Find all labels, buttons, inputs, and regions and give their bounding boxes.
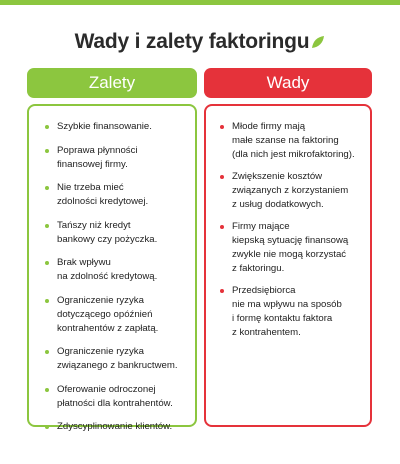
bullet-icon: [45, 224, 49, 228]
list-item: Tańszy niż kredyt bankowy czy pożyczka.: [45, 219, 193, 247]
page-title: [75, 30, 326, 54]
page-title-text: Wady i zalety faktoringu: [74, 30, 310, 53]
bullet-icon: [45, 125, 49, 129]
pros-header: [27, 68, 197, 98]
bullet-icon: [45, 261, 49, 265]
bullet-icon: [45, 350, 49, 354]
list-item: Ograniczenie ryzyka dotyczącego opóźnień kontrahentów z zapłatą.: [45, 294, 193, 336]
bullet-icon: [220, 125, 224, 129]
list-item: Oferowanie odroczonej płatności dla kontrahentów.: [45, 383, 193, 411]
list-item: Młode firmy mają małe szanse na faktoring (dla nich jest mikrofaktoring).: [220, 120, 370, 162]
list-item: Zdyscyplinowanie klientów.: [45, 420, 193, 434]
pros-header-label: Zalety: [88, 73, 136, 92]
bullet-icon: [45, 186, 49, 190]
list-item: Zwiększenie kosztów związanych z korzystaniem z usług dodatkowych.: [220, 170, 370, 212]
top-accent-bar: [0, 0, 400, 5]
list-item: Ograniczenie ryzyka związanego z bankructwem.: [45, 345, 193, 373]
bullet-icon: [45, 425, 49, 429]
cons-list: [220, 120, 370, 348]
bullet-icon: [45, 388, 49, 392]
list-item: Poprawa płynności finansowej firmy.: [45, 144, 193, 172]
list-item: Szybkie finansowanie.: [45, 120, 193, 134]
bullet-icon: [220, 289, 224, 293]
list-item: Firmy mające kiepską sytuację finansową zwykle nie mogą korzystać z faktoringu.: [220, 220, 370, 276]
list-item: Brak wpływu na zdolność kredytową.: [45, 256, 193, 284]
cons-box: [204, 104, 372, 427]
bullet-icon: [220, 175, 224, 179]
title-wrap: [0, 30, 400, 54]
leaf-icon: [311, 35, 325, 49]
pros-box: [27, 104, 197, 432]
cons-header: [204, 68, 372, 98]
bullet-icon: [220, 225, 224, 229]
cons-header-label: Wady: [266, 73, 310, 92]
list-item: Przedsiębiorca nie ma wpływu na sposób i formę kontaktu faktora z kontrahentem.: [220, 284, 370, 340]
bullet-icon: [45, 149, 49, 153]
pros-list: [45, 120, 193, 444]
bullet-icon: [45, 299, 49, 303]
list-item: Nie trzeba mieć zdolności kredytowej.: [45, 181, 193, 209]
